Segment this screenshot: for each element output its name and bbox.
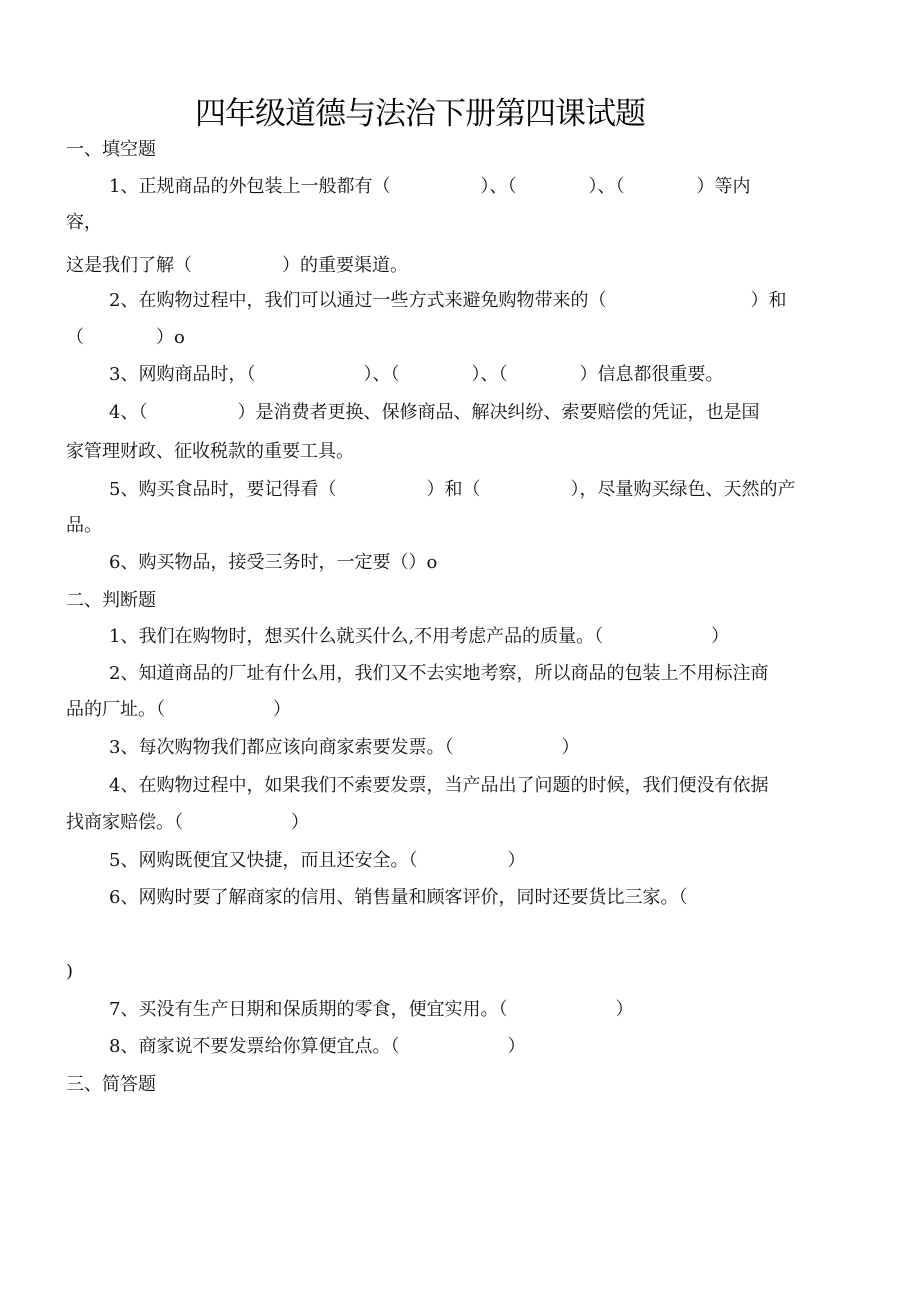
- question-line: 6、网购时要了解商家的信用、销售量和顾客评价，同时还要货比三家。（: [109, 887, 688, 908]
- question-line: 品的厂址。（ ）: [66, 699, 291, 720]
- section-heading-fill-blank: 一、填空题: [66, 139, 156, 160]
- section-heading-true-false: 二、判断题: [66, 590, 156, 611]
- question-line: 3、网购商品时，（ ）、（ ）、（ ）信息都很重要。: [109, 364, 724, 385]
- question-line: 品。: [66, 515, 102, 536]
- question-line: 这是我们了解（ ）的重要渠道。: [66, 255, 408, 276]
- question-line: 4、（ ）是消费者更换、保修商品、解决纠纷、索要赔偿的凭证，也是国: [109, 402, 760, 423]
- question-line: 容，: [66, 212, 102, 233]
- question-line: 2、在购物过程中，我们可以通过一些方式来避免购物带来的（ ）和: [109, 290, 787, 311]
- question-line: 5、购买食品时，要记得看（ ）和（ ），尽量购买绿色、天然的产: [109, 479, 796, 500]
- question-line: 4、在购物过程中，如果我们不索要发票，当产品出了问题的时候，我们便没有依据: [109, 775, 769, 796]
- question-line: 7、买没有生产日期和保质期的零食，便宜实用。（ ）: [109, 999, 634, 1020]
- question-line: ): [66, 961, 74, 982]
- question-line: 8、商家说不要发票给你算便宜点。（ ）: [109, 1036, 526, 1057]
- question-line: 6、购买物品，接受三务时，一定要（）o: [109, 552, 438, 573]
- page-title: 四年级道德与法治下册第四课试题: [195, 96, 645, 132]
- question-line: 家管理财政、征收税款的重要工具。: [66, 441, 354, 462]
- question-line: 找商家赔偿。（ ）: [66, 812, 309, 833]
- question-line: 2、知道商品的厂址有什么用，我们又不去实地考察，所以商品的包装上不用标注商: [109, 663, 769, 684]
- question-line: 5、网购既便宜又快捷，而且还安全。（ ）: [109, 850, 526, 871]
- question-line: 1、我们在购物时，想买什么就买什么,不用考虑产品的质量。（ ）: [109, 626, 730, 647]
- question-line: 1、正规商品的外包装上一般都有（ ）、（ ）、（ ）等内: [109, 176, 751, 197]
- section-heading-short-answer: 三、简答题: [66, 1074, 156, 1095]
- question-line: 3、每次购物我们都应该向商家索要发票。（ ）: [109, 737, 580, 758]
- question-line: （ ）o: [66, 327, 185, 348]
